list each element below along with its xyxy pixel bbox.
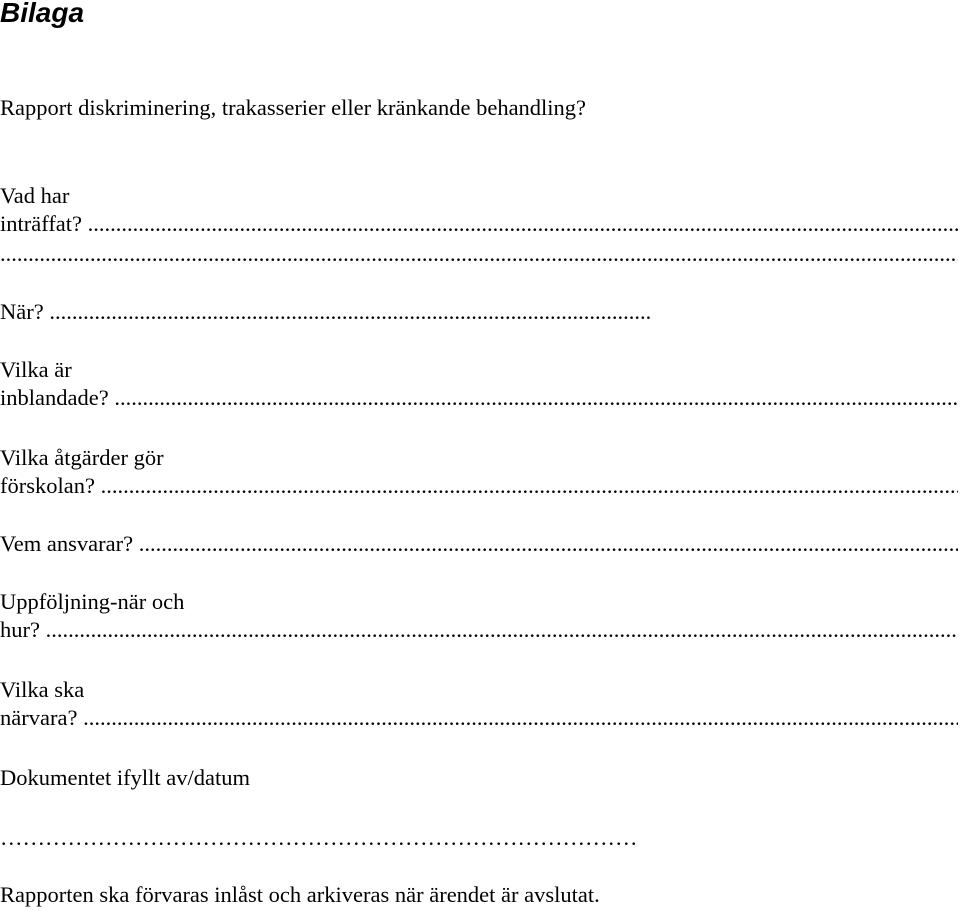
question-when-answer-field[interactable]	[0, 299, 652, 325]
question-what-answer-field[interactable]	[0, 211, 958, 237]
question-attend-answer-field[interactable]	[0, 705, 958, 731]
question-responsible-answer-field[interactable]	[0, 531, 958, 557]
intro-text: Rapport diskriminering, trakasserier eller kränkande behandling?	[0, 95, 587, 120]
dotted-fill-line	[0, 241, 958, 267]
question-attend-line-1: Vilka ska	[0, 677, 85, 702]
question-attend-line-2: närvara? .....	[0, 705, 958, 731]
signature-label: Dokumentet ifyllt av/datum	[0, 765, 250, 790]
question-measures-line-1: Vilka åtgärder gör	[0, 445, 164, 470]
question-involved-line-2: inblandade? .....	[0, 385, 958, 411]
question-followup-answer-field[interactable]	[0, 617, 958, 643]
question-measures-answer-field[interactable]	[0, 473, 958, 499]
question-when-label: När? .....	[0, 299, 652, 325]
question-what-extra-dotted-line[interactable]	[0, 241, 958, 267]
question-followup-line-2: hur? .....	[0, 617, 958, 643]
question-involved-line-1: Vilka är	[0, 357, 72, 382]
page-title: Bilaga	[0, 0, 85, 28]
signature-field[interactable]	[0, 825, 640, 851]
question-measures-line-2: förskolan? .....	[0, 473, 958, 499]
question-involved-answer-field[interactable]	[0, 385, 958, 411]
question-responsible-label: Vem ansvarar? .....	[0, 531, 958, 557]
question-what-line-1: Vad har	[0, 183, 70, 208]
footer-note: Rapporten ska förvaras inlåst och arkiveras när ärendet är avslutat.	[0, 882, 600, 907]
signature-dotted-line	[0, 825, 640, 851]
question-followup-line-1: Uppföljning-när och	[0, 589, 185, 614]
question-what-line-2: inträffat? .....	[0, 211, 958, 237]
